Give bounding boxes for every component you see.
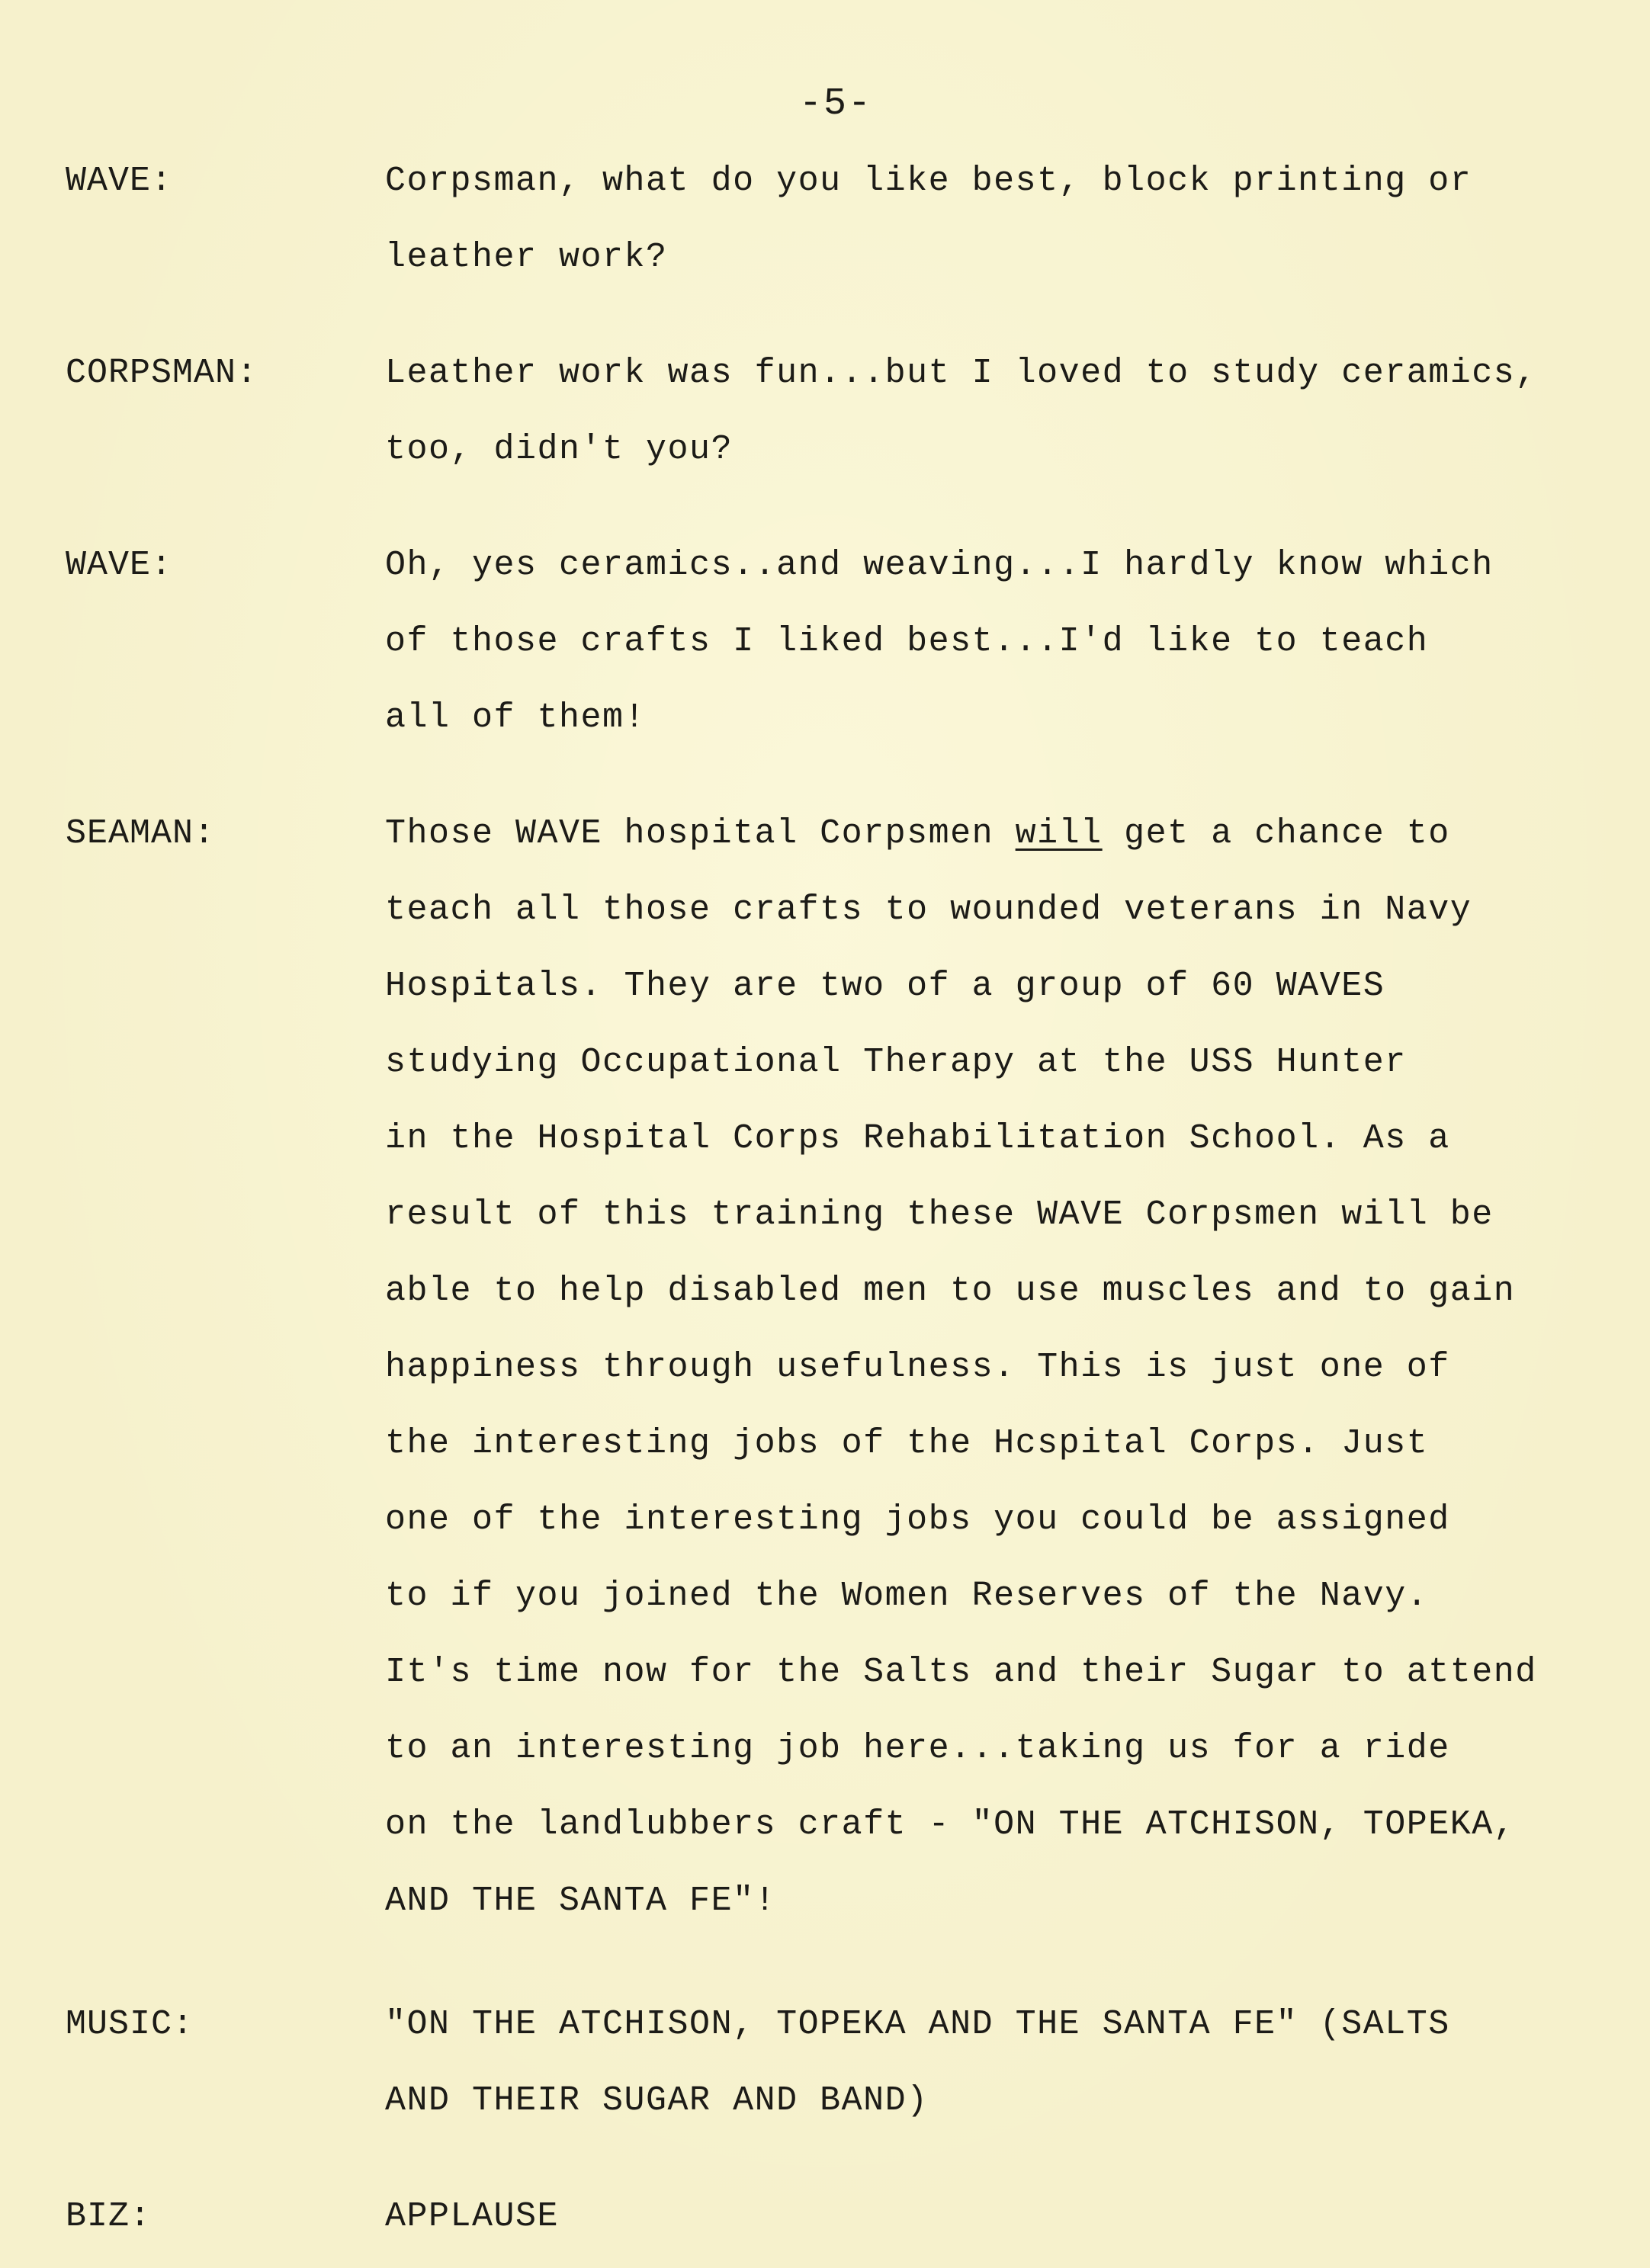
speaker-label: MUSIC:: [66, 2005, 194, 2044]
dialogue-text: get a chance to: [1102, 814, 1450, 853]
dialogue-line: to an interesting job here...taking us for a ride: [385, 1729, 1450, 1768]
dialogue-line: [385, 796, 1620, 872]
dialogue-line: APPLAUSE: [385, 2197, 560, 2236]
dialogue-line: the interesting jobs of the Hcspital Corps. Just: [385, 1424, 1429, 1463]
dialogue-line: Leather work was fun...but I loved to study ceramics,: [385, 354, 1537, 393]
page-number: -5-: [799, 82, 873, 126]
dialogue: [385, 528, 1620, 756]
speaker-label: CORPSMAN:: [66, 354, 258, 393]
speaker-label: SEAMAN:: [66, 814, 216, 853]
dialogue-text: Those WAVE hospital Corpsmen: [385, 814, 1016, 853]
dialogue-line: Hospitals. They are two of a group of 60 WAVES: [385, 967, 1385, 1006]
dialogue-line: It's time now for the Salts and their Sugar to attend: [385, 1653, 1537, 1692]
dialogue: [385, 335, 1620, 488]
dialogue-line: in the Hospital Corps Rehabilitation School. As a: [385, 1119, 1450, 1158]
speaker-label: WAVE:: [66, 546, 173, 585]
dialogue-line: leather work?: [385, 238, 668, 277]
dialogue-line: studying Occupational Therapy at the USS Hunter: [385, 1043, 1407, 1082]
dialogue: [385, 796, 1620, 1939]
speaker-label: BIZ:: [66, 2197, 152, 2236]
speaker-label: WAVE:: [66, 162, 173, 200]
dialogue-line: of those crafts I liked best...I'd like to teach: [385, 622, 1429, 661]
underlined-word: will: [1015, 814, 1103, 853]
dialogue-line: AND THE SANTA FE"!: [385, 1881, 777, 1920]
dialogue: [385, 2179, 1620, 2255]
dialogue-line: Corpsman, what do you like best, block printing or: [385, 162, 1472, 200]
dialogue-line: Oh, yes ceramics..and weaving...I hardly know which: [385, 546, 1494, 585]
dialogue: [385, 1987, 1620, 2139]
dialogue-line: happiness through usefulness. This is just one of: [385, 1348, 1450, 1387]
dialogue: [385, 143, 1620, 296]
dialogue-line: "ON THE ATCHISON, TOPEKA AND THE SANTA FE" (SALTS: [385, 2005, 1450, 2044]
dialogue-line: one of the interesting jobs you could be assigned: [385, 1500, 1450, 1539]
dialogue-line: result of this training these WAVE Corpsmen will be: [385, 1195, 1494, 1234]
dialogue-line: able to help disabled men to use muscles and to gain: [385, 1272, 1516, 1310]
dialogue-line: on the landlubbers craft - "ON THE ATCHISON, TOPEKA,: [385, 1805, 1516, 1844]
dialogue-line: to if you joined the Women Reserves of the Navy.: [385, 1577, 1429, 1615]
dialogue-line: too, didn't you?: [385, 430, 734, 469]
dialogue-line: AND THEIR SUGAR AND BAND): [385, 2081, 929, 2120]
dialogue-line: teach all those crafts to wounded veterans in Navy: [385, 890, 1472, 929]
dialogue-line: all of them!: [385, 698, 647, 737]
